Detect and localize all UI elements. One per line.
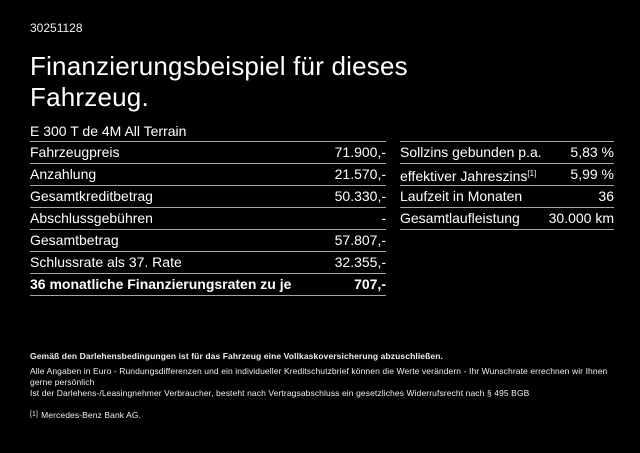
row-value: 5,83 % [570,144,614,160]
table-row-gesamtkreditbetrag [30,186,386,208]
row-value: - [381,210,386,226]
table-row-monatsrate [30,274,386,296]
insurance-note: Gemäß den Darlehensbedingungen ist für das Fahrzeug eine Vollkaskoversicherung abzuschließen. [30,351,443,361]
table-row-gesamtlaufleistung [400,208,614,230]
row-label: Schlussrate als 37. Rate [30,254,182,270]
table-row-gesamtbetrag [30,230,386,252]
disclaimer-text [30,366,614,399]
row-label: Laufzeit in Monaten [400,188,523,204]
footnote-text: Mercedes-Benz Bank AG. [41,410,142,420]
disclaimer-line-1: Alle Angaben in Euro - Rundungsdifferenzen und ein individueller Kreditschutzbrief können die Werte verändern - Ihr Wunschrate errechnen wir Ihnen gerne persönlich [30,366,608,387]
vehicle-model-header: E 300 T de 4M All Terrain [30,121,386,142]
row-label: Anzahlung [30,166,97,182]
conditions-table [400,121,614,296]
row-value: 5,99 % [570,166,614,182]
row-label: Gesamtkreditbetrag [30,188,153,204]
footnote-marker: [1] [527,168,537,178]
conditions-table-top-rule [400,121,614,142]
row-label [400,163,536,187]
row-value: 71.900,- [334,144,386,160]
row-label: Gesamtlaufleistung [400,210,520,226]
table-row-sollzins [400,142,614,164]
table-row-fahrzeugpreis [30,142,386,164]
row-label: Sollzins gebunden p.a. [400,144,542,160]
row-value: 36 [598,188,614,204]
row-label: 36 monatliche Finanzierungsraten zu je [30,276,292,292]
row-label: Fahrzeugpreis [30,144,120,160]
table-row-anzahlung [30,164,386,186]
row-value: 21.570,- [334,166,386,182]
disclaimer-line-2: Ist der Darlehens-/Leasingnehmer Verbraucher, besteht nach Vertragsabschluss ein gesetzliches Widerrufsrecht nach § 495 BGB [30,388,530,398]
row-label: Gesamtbetrag [30,232,119,248]
row-value: 57.807,- [334,232,386,248]
table-row-abschlussgebuehren [30,208,386,230]
row-value: 30.000 km [548,210,614,226]
row-label: Abschlussgebühren [30,210,153,226]
row-value: 50.330,- [334,188,386,204]
table-row-laufzeit [400,186,614,208]
row-value: 32.355,- [334,254,386,270]
footnote-marker: [1] [30,411,39,418]
finance-table [30,121,386,296]
table-row-schlussrate [30,252,386,274]
document-number: 30251128 [30,21,83,35]
table-row-effektiver-jahreszins [400,164,614,186]
finance-tables [30,121,614,296]
row-value: 707,- [354,276,386,292]
footnote [30,409,614,421]
row-label-text: effektiver Jahreszins [400,167,528,184]
footer-disclaimers [30,351,614,421]
page-title: Finanzierungsbeispiel für dieses Fahrzeug. [30,51,408,112]
